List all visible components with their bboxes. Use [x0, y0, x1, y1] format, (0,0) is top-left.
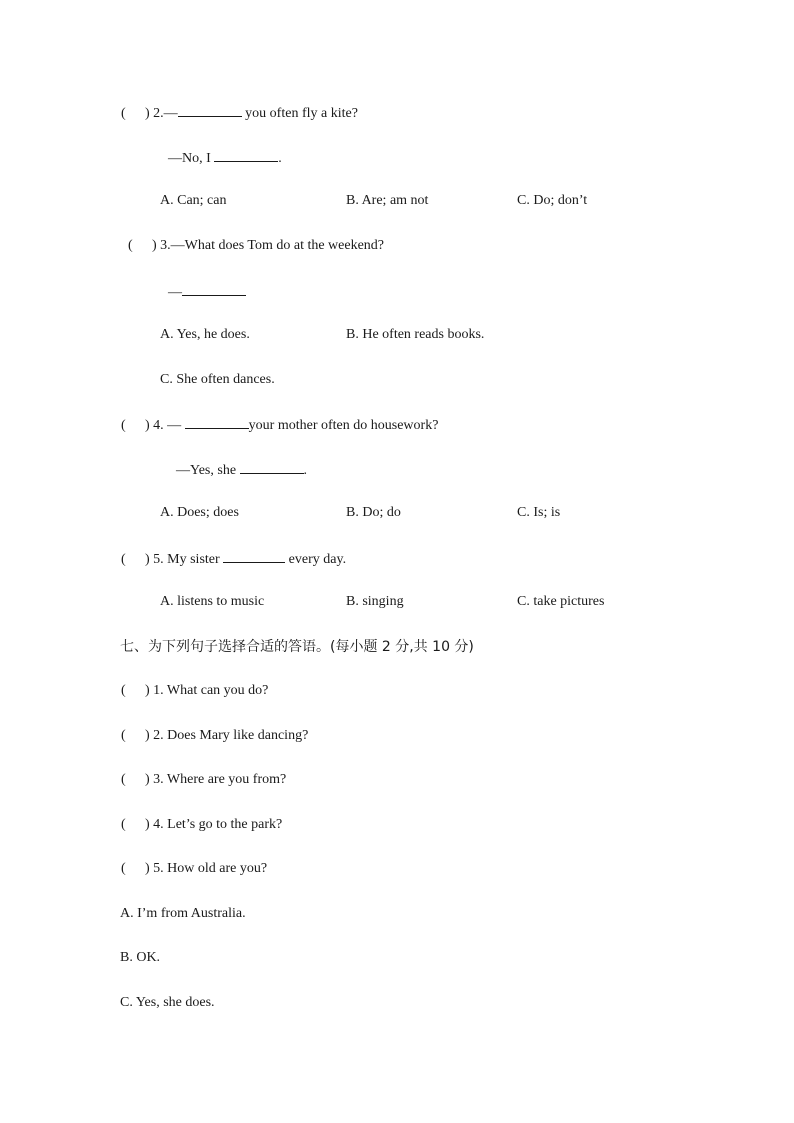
matching-question-5 [121, 860, 267, 878]
question-text: ) 2. Does Mary like dancing? [145, 728, 309, 743]
question-number: ) 5. My sister [145, 552, 224, 567]
reply-text: —Yes, she [176, 463, 240, 478]
option-a[interactable]: A. Does; does [160, 505, 239, 520]
reply-text: — [168, 285, 182, 300]
answer-paren[interactable]: ( [121, 861, 126, 876]
answer-paren[interactable]: ( [121, 418, 126, 433]
option-c[interactable]: C. Is; is [517, 505, 561, 520]
option-b[interactable]: B. Do; do [346, 505, 401, 520]
question-4 [121, 415, 438, 433]
question-text: ) 3.—What does Tom do at the weekend? [152, 238, 385, 253]
question-text: ) 1. What can you do? [145, 683, 269, 698]
option-b[interactable]: B. He often reads books. [346, 327, 485, 342]
question-text: ) 4. Let’s go to the park? [145, 817, 283, 832]
question-number: ) 4. — [145, 418, 185, 433]
question-number: ) 2.— [145, 106, 178, 121]
option-a[interactable]: A. listens to music [160, 594, 265, 609]
question-text: every day. [285, 552, 347, 567]
answer-paren[interactable]: ( [121, 552, 126, 567]
option-a[interactable]: A. Yes, he does. [160, 327, 250, 342]
answer-paren[interactable]: ( [121, 728, 126, 743]
option-b[interactable]: B. singing [346, 594, 404, 609]
matching-question-4 [121, 816, 282, 834]
reply-end: . [278, 151, 282, 166]
blank[interactable] [182, 282, 246, 296]
blank[interactable] [185, 415, 249, 429]
option-a[interactable]: A. Can; can [160, 193, 227, 208]
question-4-reply [176, 460, 307, 478]
option-c[interactable]: C. take pictures [517, 594, 605, 609]
blank[interactable] [240, 460, 304, 474]
reply-text: —No, I [168, 151, 215, 166]
blank[interactable] [223, 549, 285, 563]
question-2 [121, 103, 358, 121]
option-c[interactable]: C. She often dances. [160, 372, 275, 387]
answer-paren[interactable]: ( [121, 106, 126, 121]
reply-end: . [303, 463, 308, 478]
answer-option-a: A. I’m from Australia. [120, 906, 246, 921]
question-text: your mother often do housework? [248, 418, 439, 433]
answer-paren[interactable]: ( [128, 238, 133, 253]
question-3-reply [168, 282, 246, 300]
blank[interactable] [178, 103, 242, 117]
matching-question-1 [121, 682, 268, 700]
section-7-heading: 七、为下列句子选择合适的答语。(每小题 2 分,共 10 分) [120, 639, 474, 655]
blank[interactable] [214, 148, 278, 162]
answer-paren[interactable]: ( [121, 683, 126, 698]
answer-paren[interactable]: ( [121, 817, 126, 832]
question-5 [121, 549, 346, 567]
option-b[interactable]: B. Are; am not [346, 193, 429, 208]
answer-paren[interactable]: ( [121, 772, 126, 787]
question-text: ) 3. Where are you from? [145, 772, 287, 787]
matching-question-3 [121, 771, 286, 789]
question-2-reply [168, 148, 282, 166]
answer-option-b: B. OK. [120, 950, 161, 965]
answer-option-c: C. Yes, she does. [120, 995, 215, 1010]
question-text: you often fly a kite? [241, 106, 358, 121]
option-c[interactable]: C. Do; don’t [517, 193, 588, 208]
matching-question-2 [121, 727, 308, 745]
question-text: ) 5. How old are you? [145, 861, 268, 876]
question-3 [128, 237, 384, 255]
